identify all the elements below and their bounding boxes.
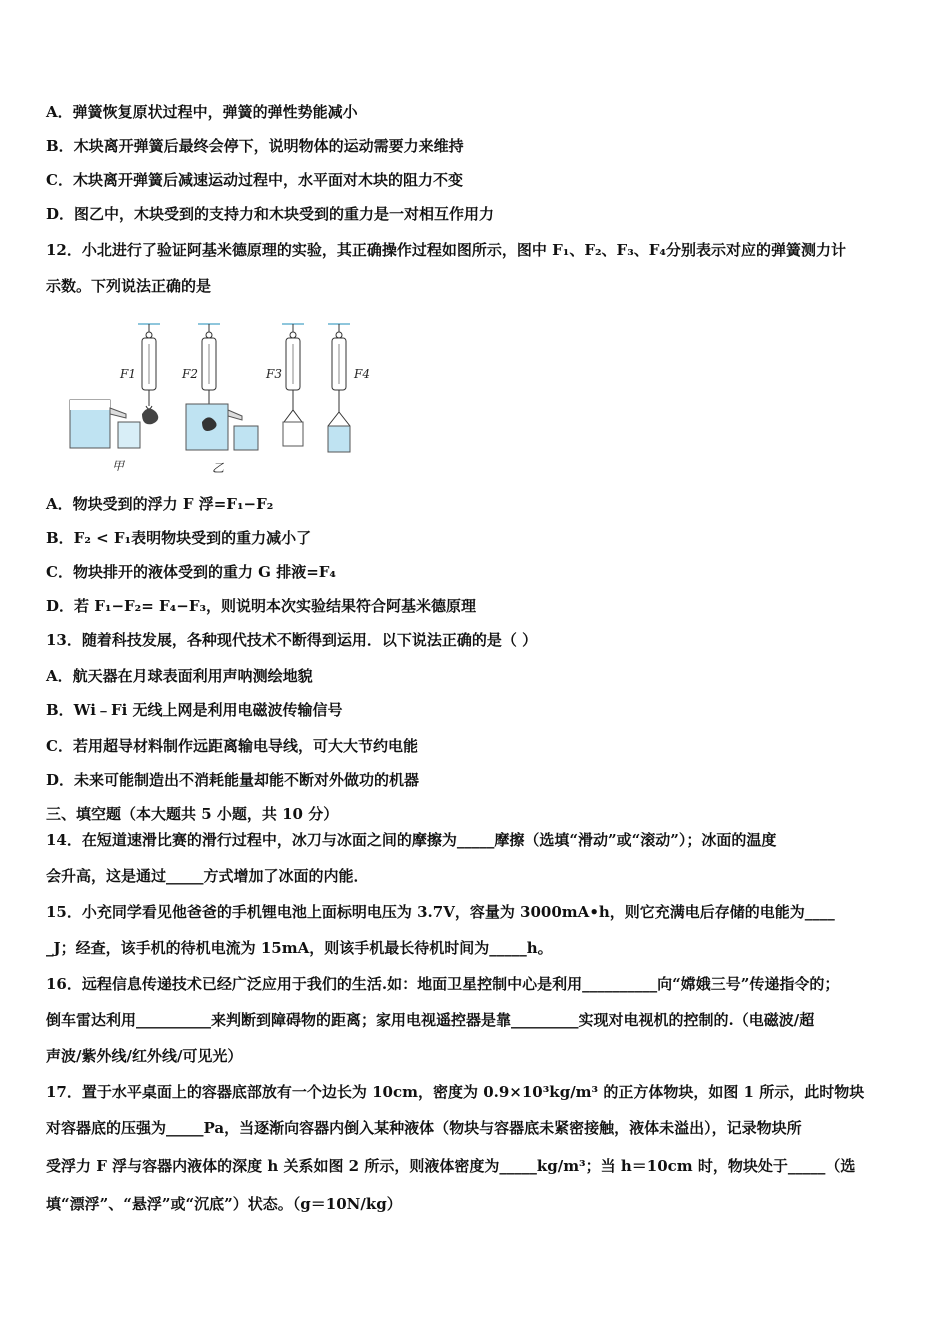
spring-scale-2 — [202, 324, 216, 408]
q13-stem: 13．随着科技发展，各种现代技术不断得到运用．以下说法正确的是（ ） — [46, 631, 538, 649]
q15-line2: _J；经查，该手机的待机电流为 15mA，则该手机最长待机时间为_____h。 — [46, 939, 553, 957]
q12-stem-line1: 12．小北进行了验证阿基米德原理的实验，其正确操作过程如图所示，图中 F₁、F₂、F₃、F₄分别表示对应的弹簧测力计 — [46, 241, 846, 259]
q16-line3: 声波/紫外线/红外线/可见光） — [46, 1047, 243, 1065]
q11-option-b: B．木块离开弹簧后最终会停下，说明物体的运动需要力来维持 — [46, 137, 464, 155]
q14-line1: 14．在短道速滑比赛的滑行过程中，冰刀与冰面之间的摩擦为_____摩擦（选填“滑动”或“滚动”）；冰面的温度 — [46, 831, 777, 849]
q12-option-b: B．F₂ < F₁表明物块受到的重力减小了 — [46, 529, 312, 547]
q17-line4: 填“漂浮”、“悬浮”或“沉底”）状态。（g＝10N/kg） — [46, 1195, 402, 1213]
q16-line1: 16．远程信息传递技术已经广泛应用于我们的生活.如：地面卫星控制中心是利用__________向“嫦娥三号”传递指令的； — [46, 975, 840, 993]
q15-line1: 15．小充同学看见他爸爸的手机锂电池上面标明电压为 3.7V，容量为 3000mA•h，则它充满电后存储的电能为____ — [46, 903, 835, 921]
spring-scale-4 — [328, 324, 350, 452]
label-f4: F4 — [354, 367, 370, 381]
q12-option-a: A．物块受到的浮力 F 浮=F₁−F₂ — [46, 495, 274, 513]
q13-option-b: B．Wi﹣Fi 无线上网是利用电磁波传输信号 — [46, 701, 343, 719]
q12-option-c: C．物块排开的液体受到的重力 G 排液=F₄ — [46, 563, 336, 581]
q13-option-c: C．若用超导材料制作远距离输电导线，可大大节约电能 — [46, 737, 418, 755]
q17-line2: 对容器底的压强为_____Pa，当逐渐向容器内倒入某种液体（物块与容器底未紧密接触，液体未溢出），记录物块所 — [46, 1119, 802, 1137]
section3-title: 三、填空题（本大题共 5 小题，共 10 分） — [46, 805, 339, 823]
q13-option-d: D．未来可能制造出不消耗能量却能不断对外做功的机器 — [46, 771, 420, 789]
q16-line2: 倒车雷达利用__________来判断到障碍物的距离；家用电视遥控器是靠_________实现对电视机的控制的.（电磁波/超 — [46, 1011, 815, 1029]
q12-option-d: D．若 F₁−F₂= F₄−F₃，则说明本次实验结果符合阿基米德原理 — [46, 597, 477, 615]
archimedes-figure — [62, 318, 372, 480]
caption-yi: 乙 — [212, 461, 225, 475]
overflow-beaker-1 — [70, 400, 140, 448]
q13-option-a: A．航天器在月球表面利用声呐测绘地貌 — [46, 667, 313, 685]
overflow-beaker-2 — [186, 404, 258, 450]
q14-line2: 会升高，这是通过_____方式增加了冰面的内能． — [46, 867, 369, 885]
q12-stem-line2: 示数。下列说法正确的是 — [46, 277, 212, 295]
rock-1 — [142, 408, 158, 424]
label-f1: F1 — [120, 367, 136, 381]
q11-option-d: D．图乙中，木块受到的支持力和木块受到的重力是一对相互作用力 — [46, 205, 495, 223]
spring-scale-1 — [142, 324, 156, 409]
spring-scale-3 — [283, 324, 303, 446]
caption-jia: 甲 — [112, 459, 125, 473]
q17-line3: 受浮力 F 浮与容器内液体的深度 h 关系如图 2 所示，则液体密度为_____kg/m³；当 h＝10cm 时，物块处于_____（选 — [46, 1157, 856, 1175]
q17-line1: 17．置于水平桌面上的容器底部放有一个边长为 10cm，密度为 0.9×10³kg/m³ 的正方体物块，如图 1 所示，此时物块 — [46, 1083, 865, 1101]
label-f2: F2 — [182, 367, 198, 381]
q11-option-c: C．木块离开弹簧后减速运动过程中，水平面对木块的阻力不变 — [46, 171, 463, 189]
q11-option-a: A．弹簧恢复原状过程中，弹簧的弹性势能减小 — [46, 103, 358, 121]
label-f3: F3 — [266, 367, 282, 381]
